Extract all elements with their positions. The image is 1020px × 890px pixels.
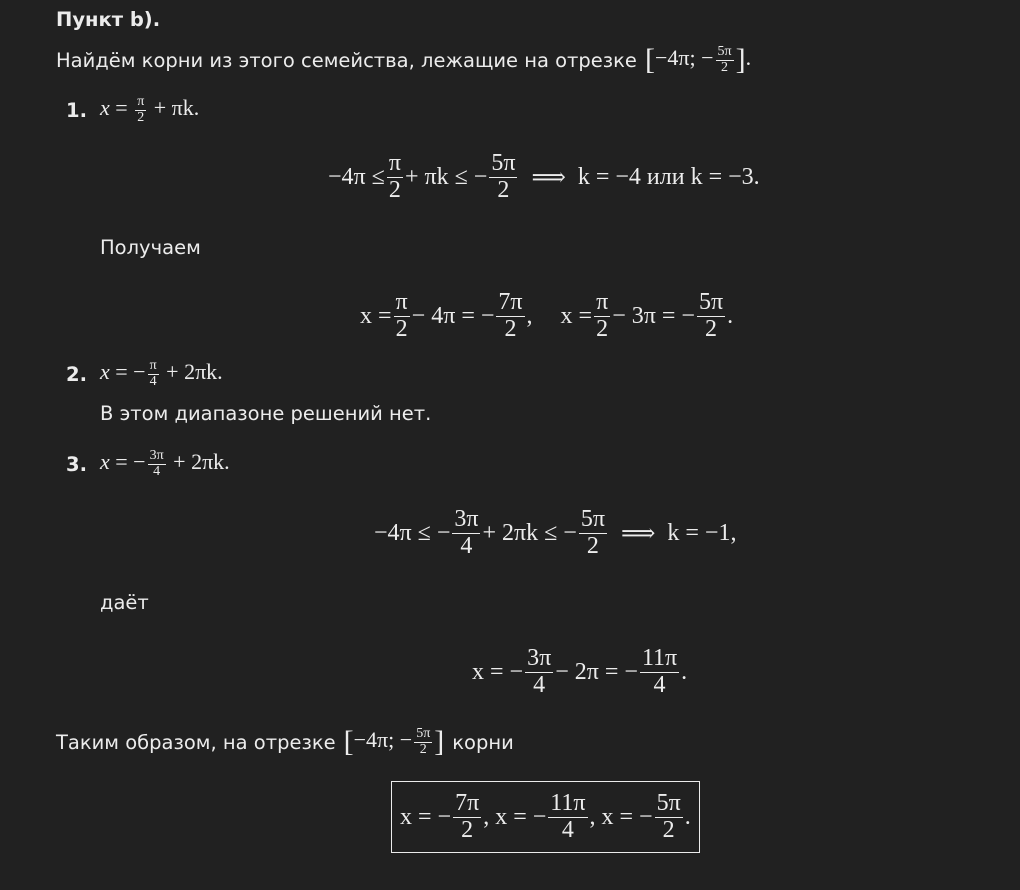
list-marker: 2. — [66, 362, 87, 386]
conclusion-line — [56, 722, 514, 762]
item-3-text: даёт — [100, 591, 149, 614]
intro-text: Найдём корни из этого семейства, лежащие на отрезке — [56, 48, 637, 72]
section-heading: Пункт b). — [56, 8, 161, 31]
conclusion-text: Таким образом, на отрезке — [56, 730, 336, 754]
item-1-formula: x = $\frac{\pi}{2}$ + πk. — [100, 93, 200, 125]
list-item-3 — [66, 446, 230, 482]
item-2-formula: x = − $\frac{\pi}{4}$ + 2πk. — [100, 357, 223, 389]
item-3-inequality: −4π ≤ − $\frac{3\pi}{4}$ + 2πk ≤ − $\frac{5\pi}{2}$ ⟹ k = −1, — [374, 506, 737, 559]
item-1-roots: x = $\frac{\pi}{2}$ − 4π = − $\frac{7\pi}{2}$ , x = $\frac{\pi}{2}$ − 3π = − $\frac{5\pi}{2}$ . — [360, 289, 734, 342]
item-1-text: Получаем — [100, 236, 201, 259]
intro-interval: [−4π; − $\frac{5\pi}{2}$ ]. — [644, 43, 752, 76]
conclusion-after: корни — [452, 730, 514, 754]
list-marker: 3. — [66, 452, 87, 476]
final-answer-box: x = − $\frac{7\pi}{2}$ , x = − $\frac{11\pi}{4}$ , x = − $\frac{5\pi}{2}$ . — [391, 781, 700, 853]
list-marker: 1. — [66, 98, 87, 122]
item-1-inequality: −4π ≤ $\frac{\pi}{2}$ + πk ≤ − $\frac{5\pi}{2}$ ⟹ k = −4 или k = −3. — [328, 150, 760, 203]
list-item-2 — [66, 356, 223, 392]
item-2-text: В этом диапазоне решений нет. — [100, 402, 432, 425]
conclusion-interval: [−4π; − $\frac{5\pi}{2}$ ] — [343, 725, 445, 758]
item-3-formula: x = − $\frac{3\pi}{4}$ + 2πk. — [100, 447, 230, 479]
intro-line — [56, 40, 751, 80]
item-3-roots: x = − $\frac{3\pi}{4}$ − 2π = − $\frac{11\pi}{4}$ . — [472, 645, 688, 698]
list-item-1 — [66, 92, 199, 128]
